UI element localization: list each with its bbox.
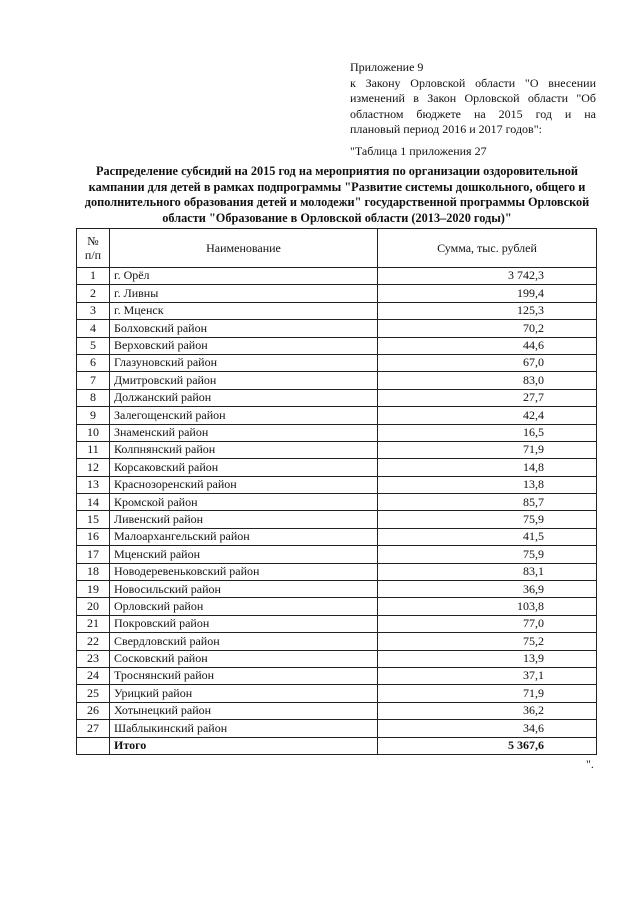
row-sum: 83,1: [378, 563, 597, 580]
row-sum: 37,1: [378, 667, 597, 684]
row-name: Урицкий район: [110, 685, 378, 702]
row-sum: 103,8: [378, 598, 597, 615]
row-name: Верховский район: [110, 337, 378, 354]
row-num: 19: [77, 581, 110, 598]
table-body: [77, 268, 597, 755]
table-row: [77, 285, 597, 302]
table-row: [77, 685, 597, 702]
row-name: Хотынецкий район: [110, 702, 378, 719]
row-num: 8: [77, 389, 110, 406]
row-name: Мценский район: [110, 546, 378, 563]
row-num: 6: [77, 354, 110, 371]
row-name: Сосковский район: [110, 650, 378, 667]
table-header-row: [77, 229, 597, 268]
row-sum: 75,2: [378, 633, 597, 650]
row-sum: 77,0: [378, 615, 597, 632]
row-sum: 3 742,3: [378, 268, 597, 285]
row-name: г. Ливны: [110, 285, 378, 302]
row-sum: 199,4: [378, 285, 597, 302]
row-name: Глазуновский район: [110, 354, 378, 371]
row-num: 2: [77, 285, 110, 302]
row-num: 1: [77, 268, 110, 285]
row-num: 3: [77, 302, 110, 319]
row-num: 21: [77, 615, 110, 632]
row-num: 10: [77, 424, 110, 441]
row-name: Шаблыкинский район: [110, 720, 378, 737]
appendix-header: [350, 60, 596, 138]
table-row: [77, 494, 597, 511]
table-row: [77, 511, 597, 528]
row-sum: 34,6: [378, 720, 597, 737]
row-name: Орловский район: [110, 598, 378, 615]
row-sum: 71,9: [378, 685, 597, 702]
appendix-line: областном бюджете на 2015 год и на: [350, 106, 596, 121]
total-sum: 5 367,6: [378, 737, 597, 754]
row-name: Покровский район: [110, 615, 378, 632]
row-num: 11: [77, 441, 110, 458]
table-row: [77, 702, 597, 719]
row-num: 23: [77, 650, 110, 667]
table-row: [77, 546, 597, 563]
row-sum: 70,2: [378, 320, 597, 337]
table-row: [77, 372, 597, 389]
row-name: Кромской район: [110, 494, 378, 511]
row-name: Знаменский район: [110, 424, 378, 441]
row-sum: 36,9: [378, 581, 597, 598]
table-row: [77, 667, 597, 684]
row-num: 18: [77, 563, 110, 580]
row-name: г. Орёл: [110, 268, 378, 285]
row-sum: 36,2: [378, 702, 597, 719]
appendix-line: к Закону Орловской области "О внесении: [350, 75, 596, 90]
row-sum: 13,8: [378, 476, 597, 493]
table-row: [77, 633, 597, 650]
row-name: Болховский район: [110, 320, 378, 337]
table-row: [77, 528, 597, 545]
total-row: [77, 737, 597, 754]
table-row: [77, 407, 597, 424]
table-row: [77, 563, 597, 580]
table-row: [77, 615, 597, 632]
table-row: [77, 302, 597, 319]
row-name: Колпнянский район: [110, 441, 378, 458]
row-name: Залегощенский район: [110, 407, 378, 424]
row-sum: 125,3: [378, 302, 597, 319]
row-num: 5: [77, 337, 110, 354]
row-sum: 71,9: [378, 441, 597, 458]
table-row: [77, 441, 597, 458]
row-name: Дмитровский район: [110, 372, 378, 389]
header-num: № п/п: [77, 229, 110, 268]
row-num: 25: [77, 685, 110, 702]
row-sum: 14,8: [378, 459, 597, 476]
table-row: [77, 650, 597, 667]
header-sum: Сумма, тыс. рублей: [378, 229, 597, 268]
row-num: 24: [77, 667, 110, 684]
row-num: 26: [77, 702, 110, 719]
closing-quote: ".: [586, 757, 594, 771]
row-num: 7: [77, 372, 110, 389]
row-sum: 83,0: [378, 372, 597, 389]
row-sum: 44,6: [378, 337, 597, 354]
table-reference: "Таблица 1 приложения 27: [350, 144, 487, 158]
row-name: Краснозоренский район: [110, 476, 378, 493]
row-name: Новодеревеньковский район: [110, 563, 378, 580]
table-row: [77, 320, 597, 337]
row-num: 22: [77, 633, 110, 650]
row-num: 14: [77, 494, 110, 511]
row-sum: 16,5: [378, 424, 597, 441]
table-row: [77, 581, 597, 598]
row-name: Должанский район: [110, 389, 378, 406]
row-num: 15: [77, 511, 110, 528]
row-sum: 85,7: [378, 494, 597, 511]
total-label: Итого: [110, 737, 378, 754]
appendix-line: плановый период 2016 и 2017 годов":: [350, 122, 542, 136]
document-title: Распределение субсидий на 2015 год на мероприятия по организации оздоровительной кампании для детей в рамках подпрограммы "Развитие системы дошкольного, общего и дополнительного образования детей и молодежи" государственной программы Орловской области "Образование в Орловской области (2013–2020 годы)": [84, 164, 590, 225]
row-sum: 67,0: [378, 354, 597, 371]
row-num: 4: [77, 320, 110, 337]
appendix-line: Приложение 9: [350, 60, 424, 74]
table-row: [77, 389, 597, 406]
table-row: [77, 268, 597, 285]
table-row: [77, 459, 597, 476]
row-num: 12: [77, 459, 110, 476]
row-name: Ливенский район: [110, 511, 378, 528]
row-num: 20: [77, 598, 110, 615]
row-name: Троснянский район: [110, 667, 378, 684]
row-sum: 75,9: [378, 511, 597, 528]
subsidy-table: [76, 228, 597, 755]
row-name: Свердловский район: [110, 633, 378, 650]
row-name: Новосильский район: [110, 581, 378, 598]
table-row: [77, 337, 597, 354]
table-row: [77, 354, 597, 371]
header-name: Наименование: [110, 229, 378, 268]
row-sum: 42,4: [378, 407, 597, 424]
row-num: 13: [77, 476, 110, 493]
row-name: Малоархангельский район: [110, 528, 378, 545]
row-sum: 13,9: [378, 650, 597, 667]
row-sum: 75,9: [378, 546, 597, 563]
row-num: 16: [77, 528, 110, 545]
row-num: 27: [77, 720, 110, 737]
table-row: [77, 598, 597, 615]
row-name: Корсаковский район: [110, 459, 378, 476]
table-row: [77, 424, 597, 441]
row-name: г. Мценск: [110, 302, 378, 319]
table-row: [77, 476, 597, 493]
row-sum: 27,7: [378, 389, 597, 406]
appendix-line: изменений в Закон Орловской области "Об: [350, 91, 596, 105]
row-num: 17: [77, 546, 110, 563]
total-num-cell: [77, 737, 110, 754]
table-row: [77, 720, 597, 737]
row-num: 9: [77, 407, 110, 424]
row-sum: 41,5: [378, 528, 597, 545]
